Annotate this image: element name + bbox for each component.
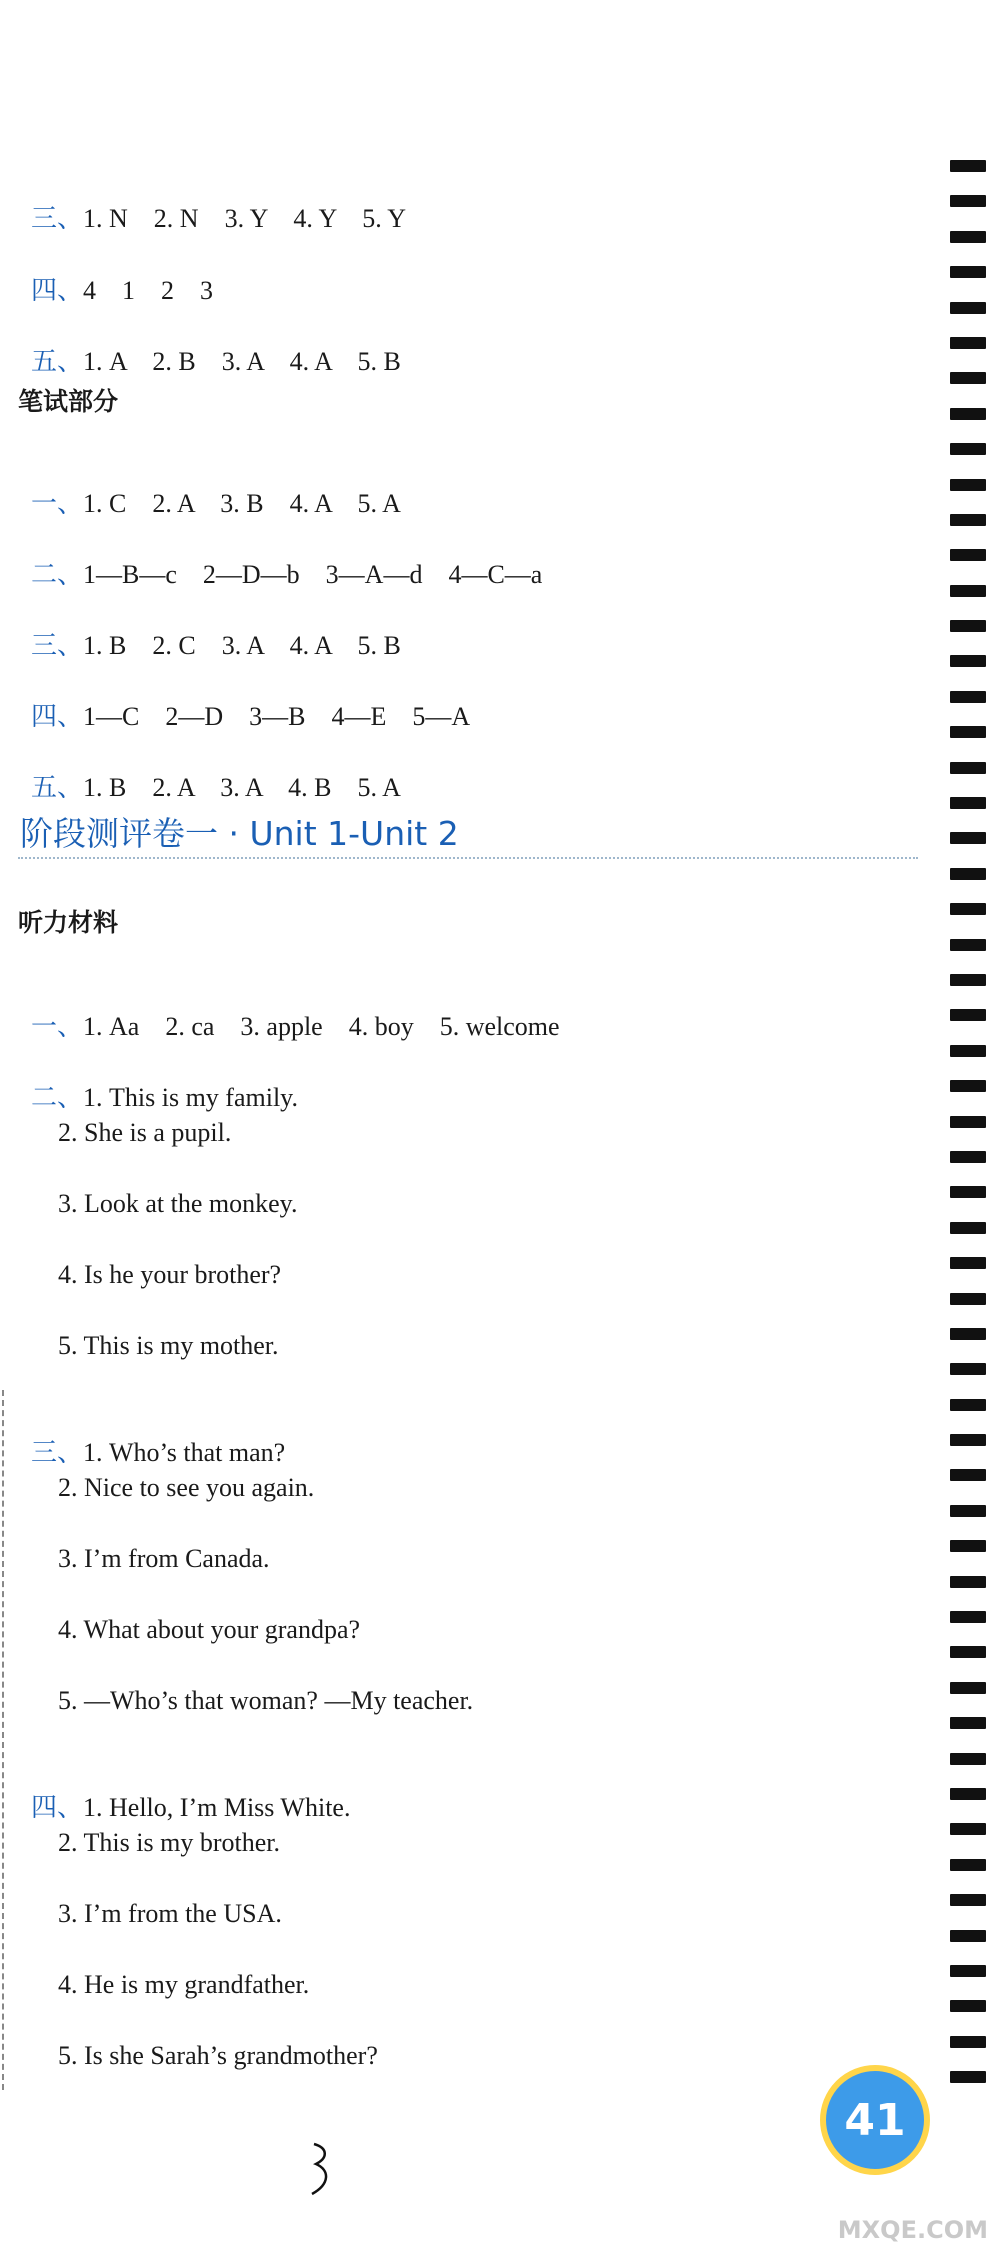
page-number-badge — [820, 2065, 930, 2175]
answer-line — [18, 240, 213, 307]
answer-text: 1. C 2. A 3. B 4. A 5. A — [83, 489, 401, 518]
answer-line — [18, 524, 542, 591]
answer-text: 1. B 2. A 3. A 4. B 5. A — [83, 773, 401, 802]
answer-line — [18, 737, 401, 804]
answer-line — [18, 311, 401, 378]
answer-text: 1—B—c 2—D—b 3—A—d 4—C—a — [83, 560, 543, 589]
page-number: 41 — [844, 2094, 906, 2146]
answer-text: 1. Aa 2. ca 3. apple 4. boy 5. welcome — [83, 1012, 560, 1041]
section-number: 三、 — [31, 1438, 84, 1468]
section-number: 四、 — [31, 702, 84, 732]
stage-title: 阶段测评卷一 · Unit 1-Unit 2 — [20, 814, 459, 853]
answer-text: 1. B 2. C 3. A 4. A 5. B — [83, 631, 401, 660]
section-number: 五、 — [31, 347, 84, 377]
listening-line: 4. Is he your brother? — [58, 1260, 282, 1289]
cut-line — [2, 1390, 4, 2090]
listening-heading: 听力材料 — [18, 908, 119, 937]
listening-line: 3. I’m from Canada. — [58, 1544, 270, 1573]
section-number: 三、 — [31, 204, 84, 234]
listening-line: 2. This is my brother. — [58, 1828, 280, 1857]
answer-line — [18, 168, 406, 235]
answer-text: 4 1 2 3 — [83, 276, 214, 305]
listening-line: 4. He is my grandfather. — [58, 1970, 310, 1999]
listening-text: 1. This is my family. — [83, 1083, 298, 1112]
listening-text: 1. Hello, I’m Miss White. — [83, 1793, 351, 1822]
answer-line — [18, 453, 401, 520]
answer-line — [18, 595, 401, 662]
answer-text: 1. N 2. N 3. Y 4. Y 5. Y — [83, 204, 407, 233]
listening-text: 1. Who’s that man? — [83, 1438, 286, 1467]
answer-text: 1—C 2—D 3—B 4—E 5—A — [83, 702, 471, 731]
section-number: 一、 — [31, 489, 84, 519]
section-number: 二、 — [31, 1083, 84, 1113]
title-divider — [18, 857, 918, 859]
section-number: 四、 — [31, 1793, 84, 1823]
section-number: 四、 — [31, 276, 84, 306]
watermark: MXQE.COM — [837, 2216, 988, 2244]
listening-line: 4. What about your grandpa? — [58, 1615, 361, 1644]
listening-line — [18, 1402, 285, 1469]
listening-line: 3. Look at the monkey. — [58, 1189, 298, 1218]
listening-line: 2. She is a pupil. — [58, 1118, 232, 1147]
listening-line — [18, 1757, 350, 1824]
listening-line — [18, 1047, 298, 1114]
section-number: 二、 — [31, 560, 84, 590]
listening-line: 5. —Who’s that woman? —My teacher. — [58, 1686, 474, 1715]
section-number: 三、 — [31, 631, 84, 661]
answer-line — [18, 976, 560, 1043]
binding-edge-marks — [950, 160, 990, 2106]
listening-line: 5. Is she Sarah’s grandmother? — [58, 2041, 378, 2070]
answer-text: 1. A 2. B 3. A 4. A 5. B — [83, 347, 401, 376]
scribble-mark — [306, 2140, 336, 2200]
section-number: 一、 — [31, 1012, 84, 1042]
answer-line — [18, 666, 470, 733]
listening-line: 2. Nice to see you again. — [58, 1473, 315, 1502]
section-number: 五、 — [31, 773, 84, 803]
written-heading: 笔试部分 — [18, 387, 119, 416]
listening-line: 5. This is my mother. — [58, 1331, 279, 1360]
listening-line: 3. I’m from the USA. — [58, 1899, 282, 1928]
